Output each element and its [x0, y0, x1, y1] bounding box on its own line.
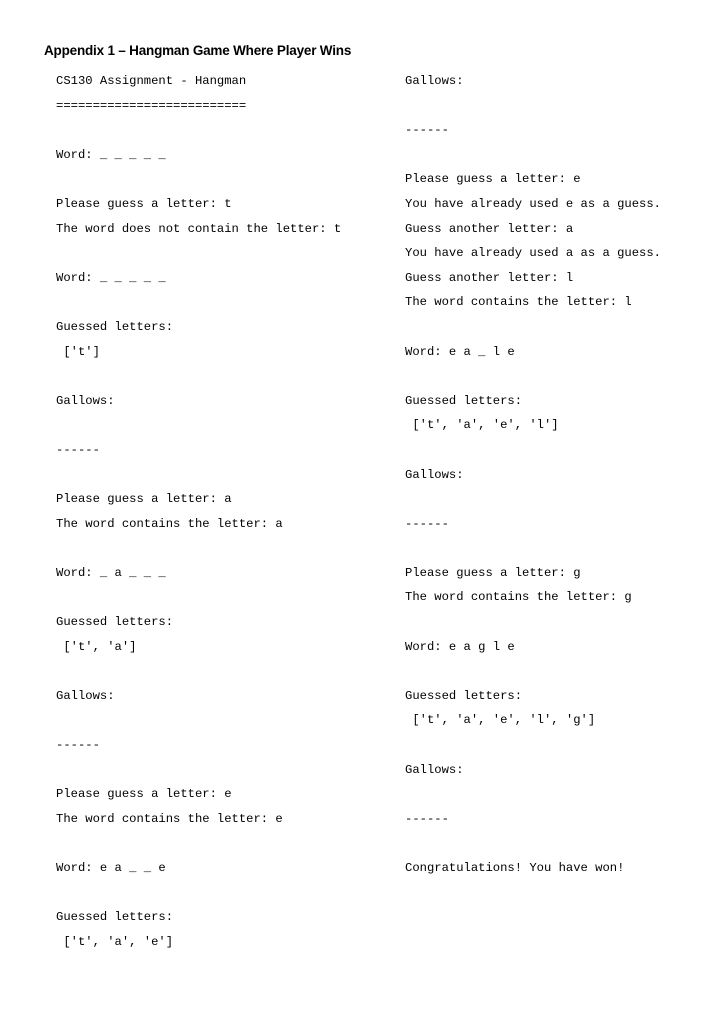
console-line: Guess another letter: a [405, 221, 574, 236]
console-line: Please guess a letter: a [56, 492, 232, 507]
console-line: Gallows: [405, 74, 464, 88]
console-line: Word: _ _ _ _ _ [56, 147, 166, 162]
appendix-heading: Appendix 1 – Hangman Game Where Player Wins [44, 43, 352, 58]
console-line [405, 94, 661, 119]
console-line [405, 364, 661, 389]
console-output-left-column [56, 69, 341, 954]
console-line: You have already used a as a guess. [405, 246, 661, 261]
console-line: Please guess a letter: e [405, 172, 581, 187]
console-line: ------ [56, 738, 100, 753]
console-output-right-column [405, 69, 661, 881]
console-line [56, 241, 341, 266]
console-line: Word: _ _ _ _ _ [56, 270, 166, 285]
console-line: ['t', 'a', 'e', 'l'] [405, 418, 559, 433]
console-line: Guessed letters: [56, 319, 174, 334]
console-line [405, 143, 661, 168]
console-line: Please guess a letter: g [405, 565, 581, 580]
console-line: ------ [405, 123, 449, 138]
console-line: Congratulations! You have won! [405, 861, 625, 875]
console-line [56, 708, 341, 733]
console-line: Gallows: [405, 762, 464, 777]
console-line: ['t'] [56, 344, 100, 359]
console-line [56, 536, 341, 561]
console-line [56, 758, 341, 783]
console-line: The word contains the letter: g [405, 590, 632, 605]
console-line: Please guess a letter: e [56, 787, 232, 802]
console-line: ['t', 'a', 'e'] [56, 934, 174, 949]
console-line [56, 118, 341, 143]
console-line: The word contains the letter: e [56, 811, 283, 826]
console-line: Guessed letters: [56, 615, 174, 630]
console-line: Word: e a _ _ e [56, 861, 166, 875]
console-line: The word contains the letter: a [56, 516, 283, 531]
console-line: Word: e a g l e [405, 639, 515, 654]
console-line [56, 463, 341, 488]
console-line: CS130 Assignment - Hangman [56, 74, 247, 88]
console-line [56, 881, 341, 906]
console-line [56, 413, 341, 438]
console-line [56, 585, 341, 610]
console-line [56, 290, 341, 315]
console-line: Gallows: [56, 393, 115, 408]
console-line [405, 315, 661, 340]
console-line: Guessed letters: [405, 393, 523, 408]
console-line: ------ [405, 811, 449, 826]
console-line: Guess another letter: l [405, 270, 574, 285]
console-line [405, 659, 661, 684]
console-line: The word contains the letter: l [405, 295, 632, 310]
console-line: Gallows: [405, 467, 464, 482]
console-line: Please guess a letter: t [56, 196, 232, 211]
console-line: ['t', 'a', 'e', 'l', 'g'] [405, 713, 596, 728]
console-line: Guessed letters: [405, 688, 523, 703]
console-line: ------ [405, 516, 449, 531]
console-line [56, 659, 341, 684]
console-line [56, 831, 341, 856]
console-line [405, 438, 661, 463]
console-line [56, 167, 341, 192]
console-line: ========================== [56, 98, 247, 113]
console-line [56, 364, 341, 389]
console-line: Gallows: [56, 688, 115, 703]
console-line [405, 536, 661, 561]
console-line [405, 733, 661, 758]
console-line [405, 782, 661, 807]
console-line [405, 831, 661, 856]
console-line [405, 487, 661, 512]
console-line: ------ [56, 442, 100, 457]
console-line: The word does not contain the letter: t [56, 221, 342, 236]
console-line: Word: e a _ l e [405, 344, 515, 359]
console-line: Word: _ a _ _ _ [56, 565, 166, 580]
console-line [405, 610, 661, 635]
console-line: You have already used e as a guess. [405, 196, 661, 211]
console-line: Guessed letters: [56, 910, 174, 925]
console-line: ['t', 'a'] [56, 639, 137, 654]
